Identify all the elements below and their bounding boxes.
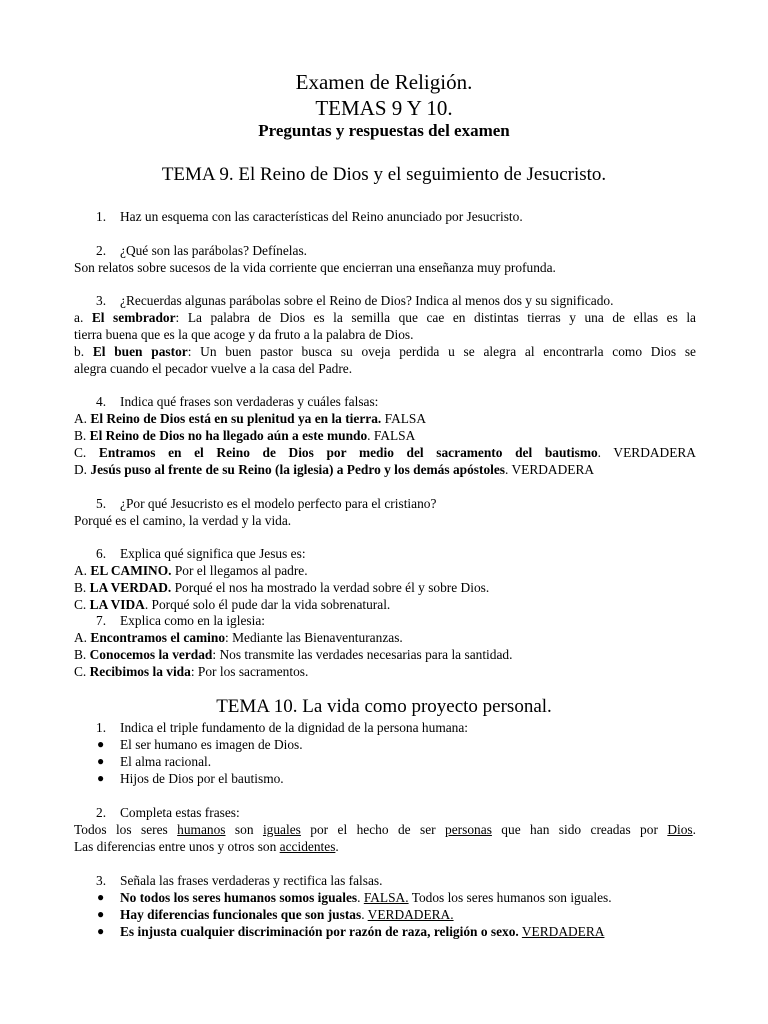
answer-prefix: B.: [74, 428, 87, 443]
answer-line: [74, 427, 696, 444]
verdict: VERDADERA: [521, 924, 605, 939]
answer-text: . Porqué solo él pude dar la vida sobrenatural.: [144, 597, 391, 612]
list-item: [120, 889, 612, 906]
filled-word: iguales: [262, 822, 301, 837]
answer-bold: El buen pastor: [92, 344, 188, 359]
bullet-icon: ●: [97, 737, 105, 751]
answer-text: tierra buena que es la que acoge y da fruto a la palabra de Dios.: [74, 327, 414, 342]
exam-subtitle: TEMAS 9 Y 10.: [315, 96, 453, 120]
verdict: VERDADERA.: [367, 907, 454, 922]
question-text: Explica como en la iglesia:: [120, 613, 266, 628]
bullet-icon: ●: [97, 754, 105, 768]
exam-title: Examen de Religión.: [295, 70, 473, 94]
answer-prefix: A.: [74, 563, 88, 578]
answer-text: : Mediante las Bienaventuranzas.: [225, 630, 403, 645]
answer-text: son: [225, 822, 263, 837]
question-number: 2.: [96, 243, 107, 258]
answer-text: Son relatos sobre sucesos de la vida corriente que encierran una enseñanza muy profunda.: [74, 260, 556, 275]
answer-bold: Encontramos el camino: [90, 630, 226, 645]
answer-prefix: C.: [74, 445, 87, 460]
question-text: Indica el triple fundamento de la dignidad de la persona humana:: [120, 720, 469, 735]
answer-text: Porqué el nos ha mostrado la verdad sobre él y sobre Dios.: [171, 580, 490, 595]
answer-prefix: a.: [74, 310, 84, 325]
question-text: ¿Recuerdas algunas parábolas sobre el Reino de Dios? Indica al menos dos y su significado.: [120, 293, 614, 308]
answer-text: alegra cuando el pecador vuelve a la casa del Padre.: [74, 361, 353, 376]
answer-line: [74, 562, 696, 579]
answer-prefix: B.: [74, 647, 87, 662]
answer-prefix: C.: [74, 597, 87, 612]
question-number: 7.: [96, 613, 107, 628]
answer-text: . VERDADERA: [597, 445, 696, 460]
statement-bold: No todos los seres humanos somos iguales: [120, 890, 358, 905]
answer-bold: LA VERDAD.: [89, 580, 172, 595]
answer-line: [74, 646, 696, 663]
filled-word: accidentes: [279, 839, 336, 854]
statement-bold: Es injusta cualquier discriminación por razón de raza, religión o sexo.: [120, 924, 519, 939]
answer-bold: El sembrador: [91, 310, 176, 325]
question-text: ¿Qué son las parábolas? Defínelas.: [120, 243, 308, 258]
answer-line: [74, 596, 696, 613]
answer-bold: Jesús puso al frente de su Reino (la iglesia) a Pedro y los demás apóstoles: [90, 462, 506, 477]
answer-prefix: C.: [74, 664, 87, 679]
question-number: 1.: [96, 209, 107, 224]
list-item: [120, 923, 604, 940]
answer-line: [74, 444, 696, 461]
answer-bold: El Reino de Dios no ha llegado aún a este mundo: [89, 428, 368, 443]
question-number: 4.: [96, 394, 107, 409]
question-text: Señala las frases verdaderas y rectifica las falsas.: [120, 873, 383, 888]
answer-text: . VERDADERA: [505, 462, 595, 477]
answer-line: [74, 309, 696, 326]
question-number: 1.: [96, 720, 107, 735]
answer-line: [74, 343, 696, 360]
question-number: 2.: [96, 805, 107, 820]
statement-bold: Hay diferencias funcionales que son justas: [120, 907, 362, 922]
question-text: Haz un esquema con las características del Reino anunciado por Jesucristo.: [120, 209, 523, 224]
filled-word: personas: [445, 822, 492, 837]
answer-text: por el hecho de ser: [300, 822, 446, 837]
tema9-heading: TEMA 9. El Reino de Dios y el seguimiento de Jesucristo.: [161, 164, 607, 185]
verdict: FALSA.: [363, 890, 409, 905]
answer-line: [74, 663, 696, 680]
answer-text: : La palabra de Dios es la semilla que cae en distintas tierras y una de ellas es la: [175, 310, 696, 325]
bullet-icon: ●: [97, 890, 105, 904]
exam-caption: Preguntas y respuestas del examen: [258, 121, 510, 140]
answer-prefix: A.: [74, 630, 88, 645]
answer-text: que han sido creadas por: [491, 822, 668, 837]
list-item: [120, 906, 454, 923]
answer-bold: Entramos en el Reino de Dios por medio del sacramento del bautismo: [98, 445, 598, 460]
question-text: Indica qué frases son verdaderas y cuáles falsas:: [120, 394, 379, 409]
list-item: El alma racional.: [120, 754, 212, 769]
question-number: 6.: [96, 546, 107, 561]
answer-line: [74, 579, 696, 596]
answer-line: [74, 461, 696, 478]
answer-line: [74, 821, 696, 838]
answer-text: Porqué es el camino, la verdad y la vida.: [74, 513, 292, 528]
answer-text: Todos los seres humanos son iguales.: [408, 890, 612, 905]
answer-bold: LA VIDA: [89, 597, 145, 612]
answer-text: FALSA: [381, 411, 427, 426]
answer-bold: Conocemos la verdad: [89, 647, 213, 662]
answer-text: Las diferencias entre unos y otros son: [74, 839, 280, 854]
filled-word: Dios: [667, 822, 693, 837]
answer-text: : Por los sacramentos.: [190, 664, 309, 679]
answer-text: Por el llegamos al padre.: [171, 563, 308, 578]
list-item: El ser humano es imagen de Dios.: [120, 737, 303, 752]
answer-text: Todos los seres: [74, 822, 178, 837]
answer-line: [74, 838, 696, 855]
question-number: 3.: [96, 293, 107, 308]
answer-text: .: [335, 839, 339, 854]
answer-line: [74, 629, 696, 646]
question-text: ¿Por qué Jesucristo es el modelo perfecto para el cristiano?: [120, 496, 437, 511]
question-text: Completa estas frases:: [120, 805, 240, 820]
bullet-icon: ●: [97, 771, 105, 785]
answer-text: : Nos transmite las verdades necesarias para la santidad.: [212, 647, 513, 662]
answer-line: [74, 410, 696, 427]
question-number: 3.: [96, 873, 107, 888]
answer-prefix: A.: [74, 411, 88, 426]
answer-prefix: B.: [74, 580, 87, 595]
bullet-icon: ●: [97, 924, 105, 938]
answer-text: .: [361, 907, 368, 922]
answer-text: .: [692, 822, 696, 837]
answer-bold: El Reino de Dios está en su plenitud ya en la tierra.: [90, 411, 382, 426]
tema10-heading: TEMA 10. La vida como proyecto personal.: [216, 696, 552, 717]
answer-bold: Recibimos la vida: [89, 664, 191, 679]
list-item: Hijos de Dios por el bautismo.: [120, 771, 284, 786]
question-number: 5.: [96, 496, 107, 511]
question-text: Explica qué significa que Jesus es:: [120, 546, 306, 561]
answer-text: . FALSA: [367, 428, 416, 443]
answer-text: .: [357, 890, 364, 905]
answer-prefix: b.: [74, 344, 85, 359]
answer-prefix: D.: [74, 462, 88, 477]
bullet-icon: ●: [97, 907, 105, 921]
filled-word: humanos: [177, 822, 226, 837]
answer-text: : Un buen pastor busca su oveja perdida u se alegra al encontrarla como Dios se: [187, 344, 696, 359]
answer-bold: EL CAMINO.: [90, 563, 172, 578]
